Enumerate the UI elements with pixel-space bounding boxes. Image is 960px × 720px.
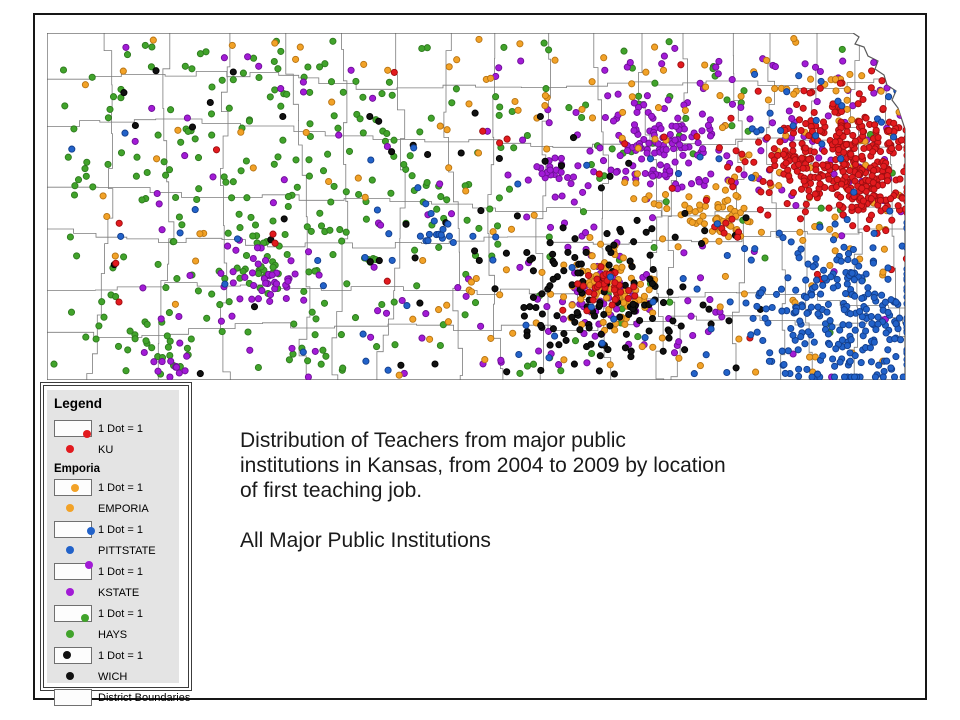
- legend-dot-icon: [54, 666, 98, 687]
- legend-row-pittstate: [54, 540, 179, 561]
- legend-swatch-icon: [54, 519, 98, 540]
- district-boundary-swatch: [54, 689, 92, 706]
- kansas-dot-density-map: [47, 33, 910, 380]
- legend-sample-dot: [83, 430, 91, 438]
- legend-dot-icon: [54, 582, 98, 603]
- legend-label: KSTATE: [98, 586, 140, 599]
- legend-row-emporia: [54, 498, 179, 519]
- legend-row-1-dot-1: [54, 418, 179, 439]
- legend-label: District Boundaries: [98, 691, 191, 704]
- legend-row-1-dot-1: [54, 603, 179, 624]
- legend-row-hays: [54, 624, 179, 645]
- legend-label: EMPORIA: [98, 502, 149, 515]
- caption-block: [240, 428, 730, 553]
- legend-swatch-icon: [54, 687, 98, 708]
- legend-series-dot: [66, 630, 74, 638]
- legend-entries: [54, 418, 191, 708]
- legend-dot-icon: [54, 624, 98, 645]
- legend-swatch-icon: [54, 561, 98, 582]
- legend-label: 1 Dot = 1: [98, 649, 143, 662]
- legend-label: 1 Dot = 1: [98, 607, 143, 620]
- legend-row-wich: [54, 666, 179, 687]
- district-boundary-swatch: [54, 647, 92, 664]
- legend-sample-dot: [85, 561, 93, 569]
- legend-series-dot: [66, 445, 74, 453]
- legend-row-1-dot-1: [54, 477, 179, 498]
- legend-label: 1 Dot = 1: [98, 565, 143, 578]
- legend-title: Legend: [54, 396, 103, 411]
- legend-series-dot: [66, 588, 74, 596]
- legend-sample-dot: [87, 527, 95, 535]
- caption-text: Distribution of Teachers from major public institutions in Kansas, from 2004 to 2009 by location of first teaching job.: [240, 429, 726, 502]
- legend-label: 1 Dot = 1: [98, 523, 143, 536]
- legend-inner-border: [43, 385, 191, 704]
- legend-swatch-icon: [54, 603, 98, 624]
- legend-row-1-dot-1: [54, 645, 179, 666]
- legend-dot-icon: [54, 540, 98, 561]
- legend-sample-dot: [63, 651, 71, 659]
- legend-sample-dot: [81, 614, 89, 622]
- legend-series-dot: [66, 546, 74, 554]
- legend-label: 1 Dot = 1: [98, 422, 143, 435]
- legend-label: HAYS: [98, 628, 128, 641]
- legend-row-1-dot-1: [54, 519, 179, 540]
- legend-series-dot: [66, 504, 74, 512]
- legend-swatch-icon: [54, 645, 98, 666]
- legend-label: WICH: [98, 670, 128, 683]
- legend-swatch-icon: [54, 418, 98, 439]
- legend-dot-icon: [54, 439, 98, 460]
- legend-row-ku: [54, 439, 179, 460]
- legend-dot-icon: [54, 498, 98, 519]
- legend-row-district-boundaries: [54, 687, 191, 708]
- legend-group-header: Emporia: [54, 462, 101, 475]
- legend-swatch-icon: [54, 477, 98, 498]
- legend-row-1-dot-1: [54, 561, 179, 582]
- legend-panel: [47, 390, 191, 704]
- legend-label: KU: [98, 443, 114, 456]
- legend-label: 1 Dot = 1: [98, 481, 143, 494]
- legend: [40, 382, 192, 704]
- caption-subtitle: All Major Public Institutions: [240, 529, 491, 552]
- legend-sample-dot: [71, 484, 79, 492]
- map-svg: [47, 33, 910, 380]
- legend-series-dot: [66, 672, 74, 680]
- legend-row-kstate: [54, 582, 179, 603]
- legend-label: PITTSTATE: [98, 544, 156, 557]
